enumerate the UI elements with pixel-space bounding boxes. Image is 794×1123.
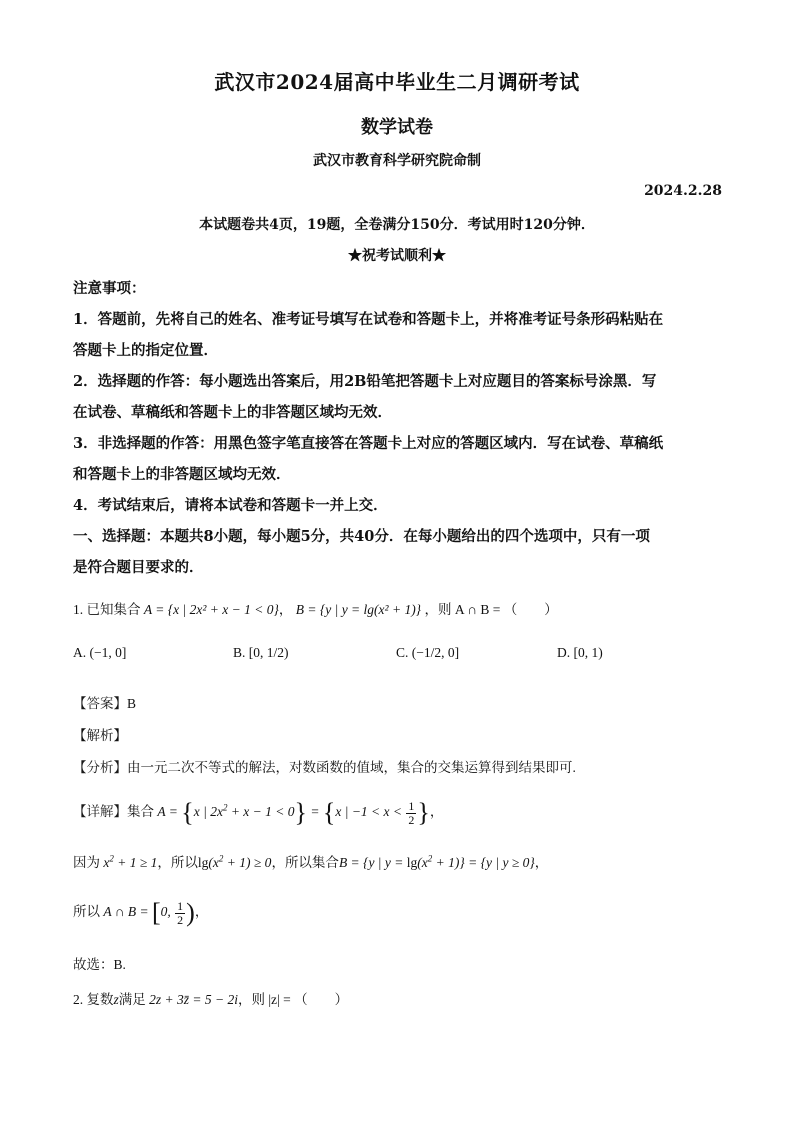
detail-inequality: $x^2 + 1 \ge 1$ — [103, 853, 158, 870]
question-1-stem: 1. 已知集合 A = {x | 2x² + x − 1 < 0}， B = {y | y = lg(x² + 1)} ，则 A ∩ B = （ ） — [73, 602, 558, 617]
exam-date: 2024.2.28 — [644, 183, 722, 199]
question-1-option-d: D. [0, 1) — [557, 645, 603, 660]
question-1-detail-line-3: 所以 A ∩ B = [0, $\frac{1}{2}$ )， — [73, 898, 209, 927]
answer-value: B — [127, 696, 137, 711]
fenxi-text: 由一元二次不等式的解法，对数函数的值域，集合的交集运算得到结果即可. — [127, 760, 576, 775]
question-2-ask: ，则 |z| = （ ） — [237, 992, 349, 1007]
notice-item-2-line-1: 2．选择题的作答：每小题选出答案后，用2B铅笔把答题卡上对应题目的答案标号涂黑．写 — [73, 373, 657, 390]
question-1-set-a: A = {x | 2x² + x − 1 < 0} — [143, 602, 279, 617]
detail-log-inequality: $\lg(x^2 + 1) \ge 0$ — [197, 853, 272, 870]
issuing-organization: 武汉市教育科学研究院命制 — [313, 153, 481, 169]
notice-item-1-line-2: 答题卡上的指定位置． — [73, 342, 218, 359]
question-1-answer — [73, 692, 136, 712]
answer-tag: 【答案】 — [73, 696, 127, 711]
so-set-word: 所以集合 — [284, 855, 339, 870]
question-2-equation: 2z + 3z̄ = 5 − 2i — [149, 992, 238, 1007]
variable-z: z — [113, 992, 119, 1007]
question-1-option-b: B. [0, 1/2) — [233, 645, 289, 660]
notice-item-3-line-2: 和答题卡上的非答题区域均无效． — [73, 466, 291, 483]
exam-info: 本试题卷共4页，19题，全卷满分150分．考试用时120分钟． — [199, 217, 595, 233]
detail-set-b-expression: B = {y | $y = \lg(x^2 + 1)\} = \{y$ | y ≥ 0} — [338, 853, 535, 870]
so-word-2: 所以 — [73, 904, 100, 920]
analysis-tag: 【解析】 — [73, 728, 127, 743]
question-1-option-c: C. (−1/2, 0] — [396, 645, 460, 660]
notice-item-1-line-1: 1．答题前，先将自己的姓名、准考证号填写在试卷和答题卡上，并将准考证号条形码粘贴在 — [73, 311, 664, 328]
xiangjie-tag: 【详解】 — [73, 804, 127, 820]
xiangjie-prefix: 集合 — [127, 804, 154, 820]
detail-intersection: A ∩ B = [0, $\frac{1}{2}$ ) — [103, 898, 195, 927]
fenxi-tag: 【分析】 — [73, 760, 127, 775]
page-title: 武汉市2024届高中毕业生二月调研考试 — [214, 70, 580, 94]
notice-item-2-line-2: 在试卷、草稿纸和答题卡上的非答题区域均无效． — [73, 404, 392, 421]
so-word: 所以 — [170, 855, 198, 870]
question-1-prefix: 1. 已知集合 — [73, 602, 141, 617]
question-2-satisfy: 满足 — [118, 992, 146, 1007]
notice-item-4: 4．考试结束后，请将本试卷和答题卡一并上交． — [73, 497, 388, 514]
question-1-detail-line-2: 因为 $x^2 + 1 \ge 1$，所以$\lg(x^2 + 1) \ge 0$，所以集合B = {y | $y = \lg(x^2 + 1)\} = \{y$ | y ≥ 0}， — [73, 853, 549, 870]
question-1-fenxi — [73, 756, 576, 776]
question-1-ask: ，则 A ∩ B = （ ） — [424, 602, 558, 617]
question-1-detail-line-1: 【详解】集合 A = {x | $2x^2 + x - 1 < 0\} = \{x$ | −1 < x < $\frac{1}{2}$ }， — [73, 798, 444, 827]
question-2-prefix: 2. 复数 — [73, 992, 114, 1007]
section-1-heading-line-1: 一、选择题：本题共8小题，每小题5分，共40分．在每小题给出的四个选项中，只有一项 — [73, 528, 650, 545]
notice-item-3-line-1: 3．非选择题的作答：用黑色签字笔直接答在答题卡上对应的答题区域内．写在试卷、草稿纸 — [73, 435, 664, 452]
notice-heading: 注意事项： — [73, 280, 146, 297]
question-2-stem — [73, 988, 348, 1008]
because-word: 因为 — [73, 855, 100, 870]
question-1-set-b: B = {y | y = lg(x² + 1)} — [295, 602, 422, 617]
question-1-choose: 故选：B. — [73, 957, 126, 972]
page-subtitle: 数学试卷 — [361, 117, 433, 138]
section-1-heading-line-2: 是符合题目要求的． — [73, 559, 204, 576]
detail-set-a-expression: A = {x | $2x^2 + x - 1 < 0\} = \{x$ | −1 < x < $\frac{1}{2}$ } — [157, 798, 430, 827]
good-luck-line: ★祝考试顺利★ — [348, 248, 446, 264]
question-1-option-a: A. (−1, 0] — [73, 645, 127, 660]
